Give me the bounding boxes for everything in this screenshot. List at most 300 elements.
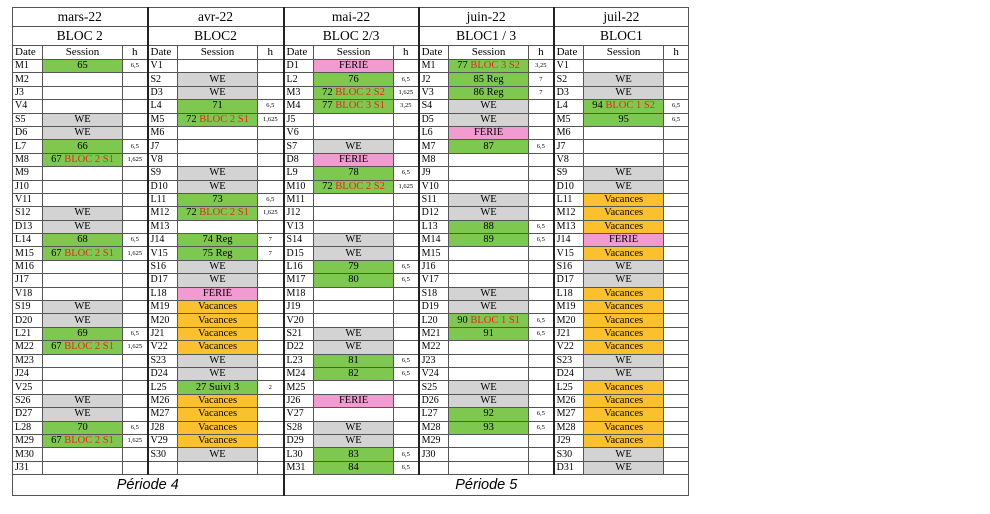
period-4-label: Période 4 xyxy=(13,475,284,496)
session-cell xyxy=(314,381,394,394)
table-row xyxy=(13,301,689,314)
session-cell xyxy=(584,301,664,314)
hours-cell xyxy=(664,341,689,354)
table-row xyxy=(13,327,689,340)
hours-cell xyxy=(258,421,284,434)
session-value: 27 Suivi 3 xyxy=(195,381,240,393)
session-value: 88 xyxy=(483,220,494,232)
session-cell xyxy=(43,113,123,126)
session-value: Vacances xyxy=(197,408,238,420)
date-cell: S28 xyxy=(284,421,314,434)
session-cell xyxy=(449,381,529,394)
date-cell: S12 xyxy=(13,207,43,220)
session-value: WE xyxy=(74,220,91,232)
session-cell xyxy=(584,193,664,206)
hours-cell: 6,5 xyxy=(529,408,554,421)
date-cell: M10 xyxy=(284,180,314,193)
hours-cell xyxy=(394,421,419,434)
date-cell: M31 xyxy=(284,461,314,474)
session-value: WE xyxy=(209,274,226,286)
table-row xyxy=(13,354,689,367)
session-cell xyxy=(178,367,258,380)
session-cell xyxy=(43,408,123,421)
session-cell xyxy=(584,421,664,434)
date-cell: J21 xyxy=(148,327,178,340)
date-cell: M26 xyxy=(148,394,178,407)
session-cell xyxy=(584,126,664,139)
session-cell xyxy=(178,301,258,314)
bloc-row xyxy=(13,27,689,46)
session-value: WE xyxy=(209,368,226,380)
hours-header: h xyxy=(258,46,284,60)
bloc-title: BLOC2 xyxy=(148,27,284,46)
session-cell xyxy=(584,73,664,86)
date-cell: V1 xyxy=(554,60,584,73)
table-row xyxy=(13,60,689,73)
date-cell: S4 xyxy=(419,100,449,113)
hours-cell xyxy=(258,327,284,340)
hours-cell xyxy=(258,408,284,421)
hours-cell xyxy=(529,247,554,260)
hours-cell xyxy=(394,434,419,447)
date-cell: M29 xyxy=(13,434,43,447)
session-cell xyxy=(178,167,258,180)
date-cell: M9 xyxy=(13,167,43,180)
date-cell: L16 xyxy=(284,260,314,273)
hours-cell xyxy=(258,86,284,99)
session-value: Vacances xyxy=(197,301,238,313)
session-value: WE xyxy=(74,113,91,125)
date-cell: D12 xyxy=(419,207,449,220)
date-cell: J29 xyxy=(554,434,584,447)
table-row xyxy=(13,434,689,447)
session-value: 92 xyxy=(483,408,494,420)
date-cell: S7 xyxy=(284,140,314,153)
session-cell xyxy=(178,113,258,126)
session-cell xyxy=(449,180,529,193)
date-header: Date xyxy=(419,46,449,60)
hours-cell: 6,5 xyxy=(394,260,419,273)
hours-cell xyxy=(529,448,554,461)
session-value: 67 xyxy=(51,153,62,165)
date-cell: J9 xyxy=(419,167,449,180)
date-cell: S16 xyxy=(554,260,584,273)
session-value: 93 xyxy=(483,421,494,433)
session-cell xyxy=(178,73,258,86)
date-cell: M17 xyxy=(284,274,314,287)
session-value: WE xyxy=(345,328,362,339)
session-cell xyxy=(449,287,529,300)
date-cell: J28 xyxy=(148,421,178,434)
date-cell: D26 xyxy=(419,394,449,407)
hours-cell xyxy=(529,113,554,126)
hours-cell xyxy=(664,314,689,327)
session-value: 79 xyxy=(348,261,359,273)
session-cell xyxy=(178,193,258,206)
session-value: WE xyxy=(74,408,91,420)
hours-cell xyxy=(123,73,148,86)
hours-cell: 1,625 xyxy=(123,247,148,260)
hours-cell xyxy=(664,180,689,193)
table-row xyxy=(13,153,689,166)
hours-header: h xyxy=(394,46,419,60)
session-cell xyxy=(449,234,529,247)
hours-cell xyxy=(664,448,689,461)
month-title: mai-22 xyxy=(284,8,419,27)
date-cell: J7 xyxy=(554,140,584,153)
session-value: WE xyxy=(74,301,91,313)
table-row xyxy=(13,167,689,180)
date-cell: D8 xyxy=(284,153,314,166)
session-cell xyxy=(314,341,394,354)
hours-cell: 1,625 xyxy=(123,153,148,166)
session-cell xyxy=(314,394,394,407)
date-cell: V25 xyxy=(13,381,43,394)
hours-cell: 6,5 xyxy=(394,367,419,380)
session-value: WE xyxy=(480,394,497,406)
session-value: WE xyxy=(480,301,497,313)
date-cell: L7 xyxy=(13,140,43,153)
session-cell xyxy=(43,287,123,300)
date-cell: J19 xyxy=(284,301,314,314)
session-cell xyxy=(449,60,529,73)
hours-cell xyxy=(123,220,148,233)
hours-cell xyxy=(394,113,419,126)
session-cell xyxy=(178,421,258,434)
date-cell: J21 xyxy=(554,327,584,340)
session-value: 87 xyxy=(483,140,494,152)
session-cell xyxy=(43,247,123,260)
date-cell: D3 xyxy=(554,86,584,99)
hours-cell xyxy=(123,167,148,180)
date-cell: M15 xyxy=(13,247,43,260)
bloc-title: BLOC1 / 3 xyxy=(419,27,554,46)
hours-cell xyxy=(123,100,148,113)
session-value: WE xyxy=(345,435,362,447)
date-cell: M6 xyxy=(148,126,178,139)
session-cell xyxy=(314,434,394,447)
table-row xyxy=(13,408,689,421)
session-cell xyxy=(43,274,123,287)
session-value: FÉRIÉ xyxy=(338,60,369,72)
session-value: FÉRIÉ xyxy=(338,153,369,165)
date-cell: D15 xyxy=(284,247,314,260)
hours-cell xyxy=(123,408,148,421)
date-header: Date xyxy=(554,46,584,60)
hours-cell xyxy=(664,394,689,407)
session-cell xyxy=(314,421,394,434)
session-cell xyxy=(178,408,258,421)
session-cell xyxy=(178,140,258,153)
date-cell: S9 xyxy=(554,167,584,180)
session-cell xyxy=(449,220,529,233)
session-cell xyxy=(584,327,664,340)
schedule-table xyxy=(12,7,689,496)
hours-cell xyxy=(123,193,148,206)
hours-cell: 1,625 xyxy=(123,434,148,447)
date-cell: M29 xyxy=(419,434,449,447)
session-cell xyxy=(449,327,529,340)
date-cell: V4 xyxy=(13,100,43,113)
hours-cell xyxy=(529,461,554,474)
session-value: WE xyxy=(615,274,632,286)
hours-cell xyxy=(258,167,284,180)
date-cell: L9 xyxy=(284,167,314,180)
date-cell: J2 xyxy=(419,73,449,86)
date-cell: L13 xyxy=(419,220,449,233)
session-cell xyxy=(43,60,123,73)
hours-cell xyxy=(258,153,284,166)
hours-cell xyxy=(529,126,554,139)
session-cell xyxy=(449,274,529,287)
hours-cell xyxy=(529,274,554,287)
date-cell: S30 xyxy=(148,448,178,461)
session-cell xyxy=(43,86,123,99)
session-cell xyxy=(449,140,529,153)
session-cell xyxy=(178,354,258,367)
date-cell xyxy=(148,461,178,474)
table-row xyxy=(13,448,689,461)
hours-cell: 6,5 xyxy=(529,220,554,233)
session-cell xyxy=(449,301,529,314)
table-row xyxy=(13,421,689,434)
session-cell xyxy=(43,167,123,180)
hours-cell xyxy=(529,260,554,273)
hours-cell xyxy=(664,287,689,300)
session-cell xyxy=(584,381,664,394)
hours-cell: 6,5 xyxy=(529,327,554,340)
hours-cell: 3,25 xyxy=(394,100,419,113)
session-value: 69 xyxy=(77,328,88,339)
hours-cell xyxy=(258,341,284,354)
date-cell: J7 xyxy=(148,140,178,153)
table-row xyxy=(13,314,689,327)
bloc-title: BLOC 2/3 xyxy=(284,27,419,46)
date-cell: M1 xyxy=(419,60,449,73)
date-cell: L20 xyxy=(419,314,449,327)
session-value: Vacances xyxy=(604,435,644,447)
date-cell: L18 xyxy=(554,287,584,300)
session-cell xyxy=(449,448,529,461)
hours-cell xyxy=(123,126,148,139)
hours-cell xyxy=(394,327,419,340)
session-cell xyxy=(314,73,394,86)
hours-cell xyxy=(394,207,419,220)
period-5-label: Période 5 xyxy=(284,475,689,496)
hours-cell xyxy=(664,220,689,233)
session-value: WE xyxy=(74,314,91,326)
hours-cell xyxy=(258,287,284,300)
hours-cell xyxy=(258,260,284,273)
hours-cell: 6,5 xyxy=(529,140,554,153)
session-value: Vacances xyxy=(604,408,644,420)
date-cell: S23 xyxy=(554,354,584,367)
hours-cell xyxy=(394,408,419,421)
date-cell: S16 xyxy=(148,260,178,273)
hours-cell xyxy=(258,367,284,380)
hours-cell xyxy=(258,73,284,86)
hours-cell xyxy=(664,260,689,273)
table-row xyxy=(13,140,689,153)
session-value: WE xyxy=(480,100,497,112)
table-row xyxy=(13,113,689,126)
hours-cell xyxy=(529,341,554,354)
session-cell xyxy=(449,260,529,273)
session-cell xyxy=(314,367,394,380)
date-cell: M20 xyxy=(554,314,584,327)
session-cell xyxy=(449,113,529,126)
hours-cell xyxy=(123,301,148,314)
session-cell xyxy=(314,126,394,139)
session-cell xyxy=(178,381,258,394)
date-cell: J24 xyxy=(13,367,43,380)
hours-cell xyxy=(258,394,284,407)
session-cell xyxy=(43,153,123,166)
session-value: FÉRIÉ xyxy=(338,394,369,406)
session-cell xyxy=(43,314,123,327)
bloc-session-label: BLOC 2 S1 xyxy=(64,435,114,447)
session-header: Session xyxy=(178,46,258,60)
session-cell xyxy=(449,434,529,447)
session-cell xyxy=(43,421,123,434)
date-cell: V1 xyxy=(148,60,178,73)
session-cell xyxy=(314,287,394,300)
hours-cell: 6,5 xyxy=(123,234,148,247)
hours-cell xyxy=(258,180,284,193)
session-cell xyxy=(449,314,529,327)
date-cell: J31 xyxy=(13,461,43,474)
session-value: WE xyxy=(209,448,226,460)
session-value: 85 Reg xyxy=(473,73,504,85)
session-header: Session xyxy=(43,46,123,60)
session-cell xyxy=(584,260,664,273)
date-cell: J12 xyxy=(284,207,314,220)
date-cell: M28 xyxy=(554,421,584,434)
session-value: 86 Reg xyxy=(473,86,504,98)
hours-cell xyxy=(529,301,554,314)
hours-cell: 7 xyxy=(258,247,284,260)
date-cell: S5 xyxy=(13,113,43,126)
date-cell: D10 xyxy=(148,180,178,193)
hours-cell xyxy=(123,314,148,327)
session-cell xyxy=(449,73,529,86)
session-value: Vacances xyxy=(604,394,644,406)
date-cell: M22 xyxy=(419,341,449,354)
hours-cell xyxy=(664,301,689,314)
session-value: Vacances xyxy=(604,314,644,326)
session-header: Session xyxy=(314,46,394,60)
date-cell: D22 xyxy=(284,341,314,354)
table-row xyxy=(13,73,689,86)
session-cell xyxy=(178,314,258,327)
session-cell xyxy=(584,448,664,461)
hours-cell xyxy=(258,140,284,153)
session-cell xyxy=(178,341,258,354)
session-value: WE xyxy=(615,448,632,460)
bloc-session-label: BLOC 2 S1 xyxy=(64,247,114,259)
hours-cell: 6,5 xyxy=(123,327,148,340)
session-value: Vacances xyxy=(197,314,238,326)
date-cell: M5 xyxy=(554,113,584,126)
session-cell xyxy=(178,260,258,273)
hours-cell xyxy=(394,314,419,327)
date-cell: L14 xyxy=(13,234,43,247)
date-cell: D6 xyxy=(13,126,43,139)
hours-cell: 6,5 xyxy=(664,100,689,113)
hours-cell xyxy=(664,381,689,394)
session-value: WE xyxy=(209,86,226,98)
session-cell xyxy=(43,341,123,354)
hours-cell: 6,5 xyxy=(258,193,284,206)
hours-cell: 6,5 xyxy=(123,140,148,153)
bloc-title: BLOC 2 xyxy=(13,27,148,46)
session-cell xyxy=(449,153,529,166)
hours-header: h xyxy=(123,46,148,60)
session-value: 84 xyxy=(348,461,359,473)
date-header: Date xyxy=(13,46,43,60)
hours-cell xyxy=(664,153,689,166)
session-cell xyxy=(178,180,258,193)
date-cell: M11 xyxy=(284,193,314,206)
session-value: Vacances xyxy=(604,207,644,219)
hours-cell: 6,5 xyxy=(258,100,284,113)
bloc-session-label: BLOC 2 S1 xyxy=(199,113,249,125)
date-cell: M1 xyxy=(13,60,43,73)
date-cell: M21 xyxy=(419,327,449,340)
hours-cell xyxy=(529,180,554,193)
date-cell: D29 xyxy=(284,434,314,447)
date-cell: S11 xyxy=(419,193,449,206)
hours-cell xyxy=(529,367,554,380)
date-cell: L6 xyxy=(419,126,449,139)
hours-cell xyxy=(123,86,148,99)
session-cell xyxy=(314,247,394,260)
session-cell xyxy=(314,314,394,327)
session-value: 73 xyxy=(212,194,223,206)
table-row xyxy=(13,394,689,407)
date-cell: D20 xyxy=(13,314,43,327)
hours-cell: 6,5 xyxy=(664,113,689,126)
date-cell: S21 xyxy=(284,327,314,340)
session-value: FÉRIÉ xyxy=(609,234,639,246)
session-cell xyxy=(584,274,664,287)
hours-cell xyxy=(123,394,148,407)
session-cell xyxy=(43,394,123,407)
session-cell xyxy=(43,260,123,273)
hours-cell xyxy=(123,274,148,287)
date-cell: J14 xyxy=(148,234,178,247)
session-cell xyxy=(314,60,394,73)
session-value: 80 xyxy=(348,274,359,286)
hours-cell xyxy=(664,247,689,260)
session-cell xyxy=(584,461,664,474)
session-value: WE xyxy=(480,381,497,393)
bloc-title: BLOC1 xyxy=(554,27,689,46)
session-cell xyxy=(584,180,664,193)
table-row xyxy=(13,207,689,220)
bloc-session-label: BLOC 3 S2 xyxy=(470,60,520,72)
hours-cell xyxy=(123,287,148,300)
date-cell: S23 xyxy=(148,354,178,367)
session-cell xyxy=(178,327,258,340)
session-cell xyxy=(43,207,123,220)
session-value: WE xyxy=(209,261,226,273)
hours-cell xyxy=(529,100,554,113)
hours-cell xyxy=(123,381,148,394)
session-cell xyxy=(178,247,258,260)
table-row xyxy=(13,180,689,193)
date-cell: J26 xyxy=(284,394,314,407)
